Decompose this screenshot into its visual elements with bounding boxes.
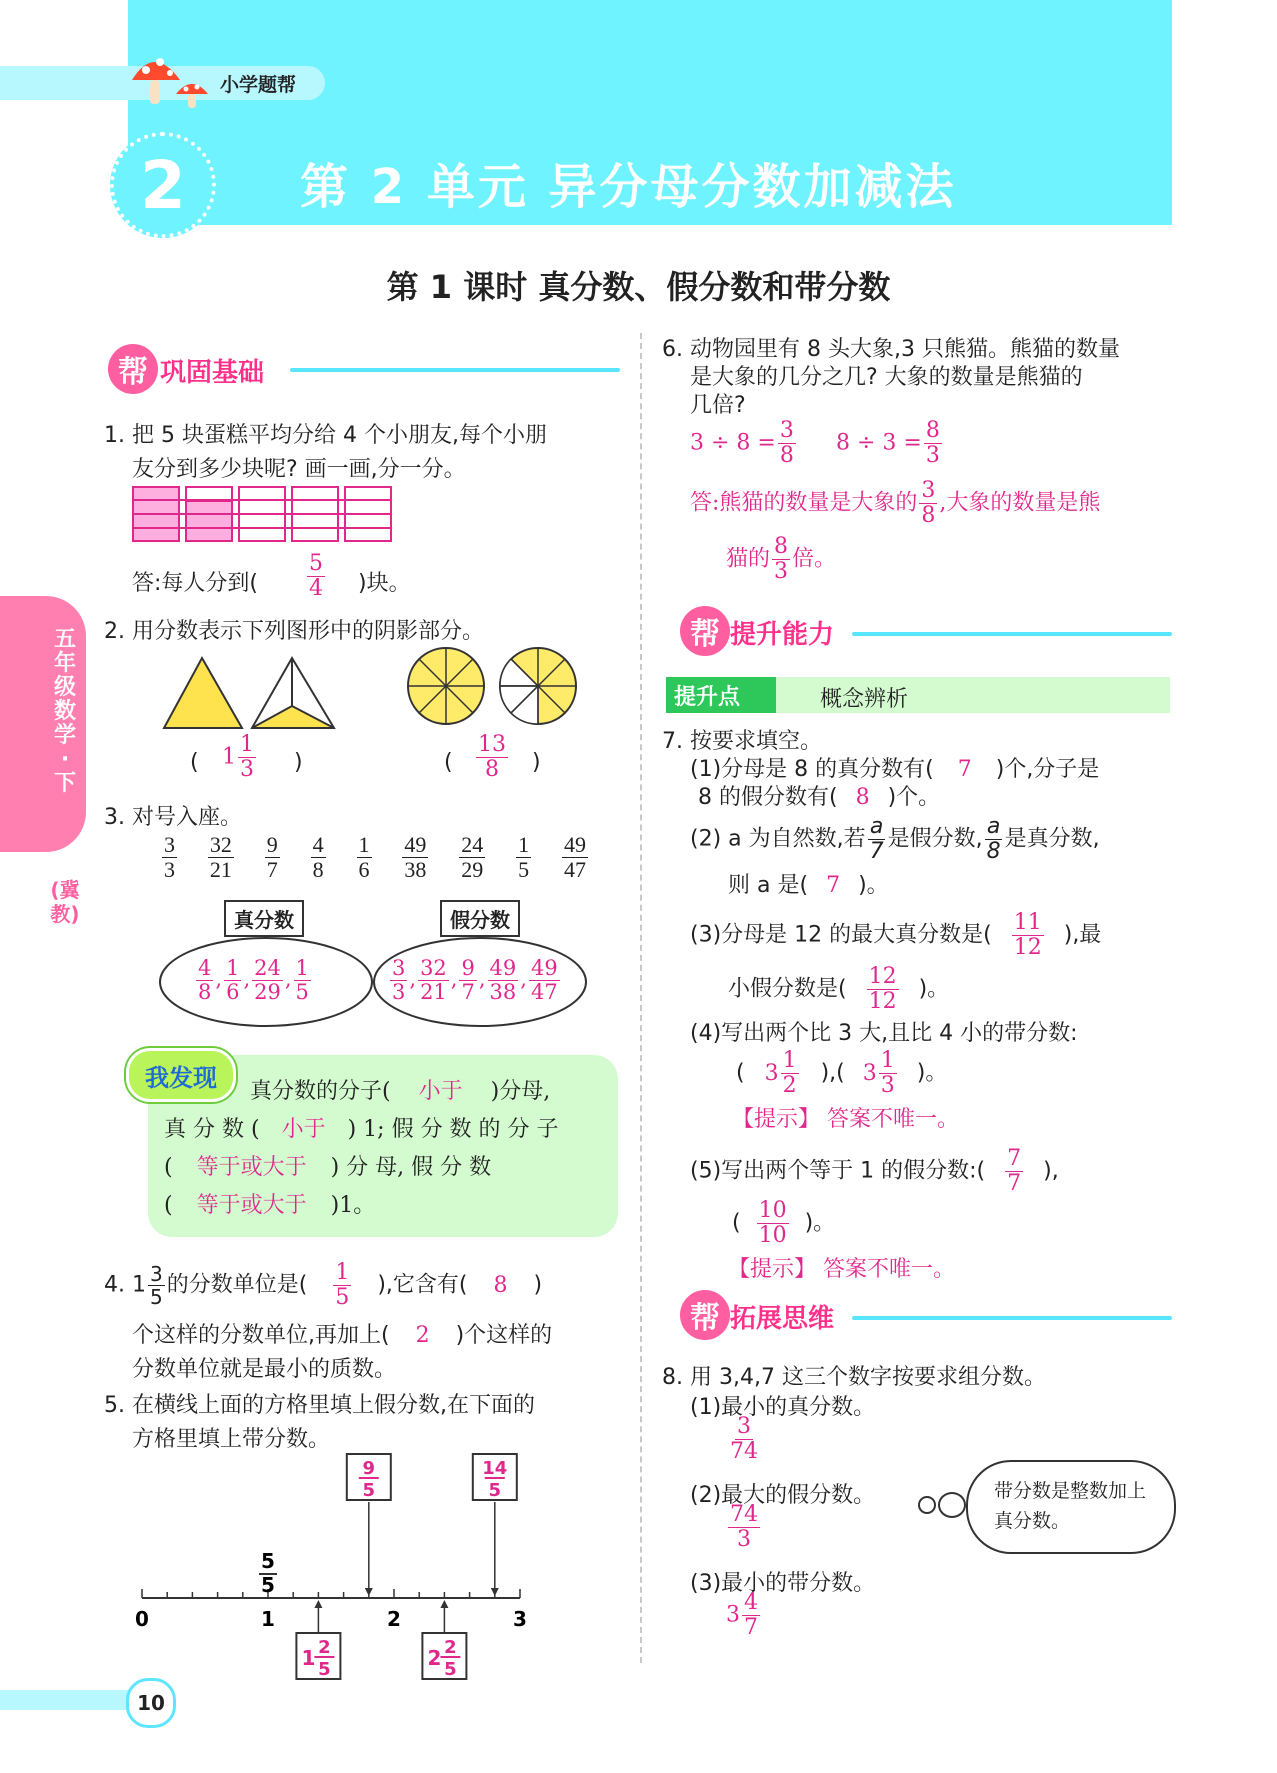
q7-part-4: (4)写出两个比 3 大,且比 4 小的带分数: [690, 1021, 1078, 1046]
proper-answers: $\frac{4}{8}$ , $\frac{1}{6}$ , $\frac{24}{29}$ , $\frac{1}{5}$ [198, 956, 309, 1004]
thought-dot [918, 1496, 936, 1514]
q8-answer-1: $\frac{3}{74}$ [730, 1414, 758, 1464]
q7-part-3b: 小假分数是( $\frac{12}{12}$ )。 [728, 964, 950, 1014]
q3-fraction: $\frac{9}{7}$ [266, 832, 278, 882]
disc-line-3: ( 等于或大于 ) 分 母, 假 分 数 [164, 1155, 492, 1180]
lesson-title: 第 1 课时 真分数、假分数和带分数 [386, 268, 891, 306]
q8-answer-2: $\frac{74}{3}$ [730, 1502, 758, 1552]
disc-line-4: ( 等于或大于 )1。 [164, 1193, 376, 1218]
section-badge-expand: 帮 [680, 1290, 730, 1340]
tick-label: 1 [261, 1607, 275, 1631]
q3-text: 3. 对号入座。 [104, 805, 242, 830]
q8-part-1: (1)最小的真分数。 [690, 1395, 876, 1420]
edition-label: (冀教) [50, 878, 80, 926]
q6-answer-1: 答:熊猫的数量是大象的 $\frac{3}{8}$ ,大象的数量是熊 [690, 478, 1101, 528]
box-numerator: 14 [482, 1458, 508, 1479]
box-whole: 1 [301, 1646, 316, 1670]
q1-answer-suffix: )块。 [358, 571, 411, 596]
sorted-fraction: $\frac{9}{7}$ [461, 956, 475, 1004]
box-denominator: 5 [362, 1480, 376, 1501]
q6-equation-1: 3 ÷ 8 = $\frac{3}{8}$ [690, 418, 794, 468]
proper-label: 真分数 [224, 900, 304, 937]
q7-part-1b: 8 的假分数有( 8 )个。 [698, 785, 941, 810]
q3-fraction: $\frac{4}{8}$ [312, 832, 324, 882]
q1-answer-prefix: 答:每人分到( [132, 571, 258, 596]
q7-part-5b: ( $\frac{10}{10}$ )。 [732, 1198, 836, 1248]
section-title-improve: 提升能力 [730, 620, 835, 650]
number-line [130, 1450, 610, 1680]
cake-grid [132, 486, 402, 544]
q1-text-a: 1. 把 5 块蛋糕平均分给 4 个小朋友,每个小朋 [104, 423, 547, 448]
point-text: 概念辨析 [820, 687, 909, 712]
q3-fraction: $\frac{24}{29}$ [461, 832, 484, 882]
sorted-fraction: $\frac{4}{8}$ [198, 956, 212, 1004]
q6-answer-2: 猫的 $\frac{8}{3}$ 倍。 [726, 534, 837, 584]
section-rule [290, 368, 620, 372]
box-whole: 2 [427, 1646, 442, 1670]
q2-answer-a: 1 $\frac{1}{3}$ [222, 732, 254, 782]
q7-part-2: (2) a 为自然数,若 $\frac{a}{7}$ 是假分数, $\frac{a}{8}$ 是真分数, [690, 814, 1100, 864]
box-numerator: 9 [362, 1458, 376, 1479]
improper-label: 假分数 [440, 900, 520, 937]
circles-figure [404, 644, 584, 730]
box-denominator: 5 [488, 1480, 502, 1501]
q2-paren-b: ( [444, 750, 453, 775]
q6-text-b: 是大象的几分之几? 大象的数量是熊猫的 [690, 365, 1083, 390]
section-badge-improve: 帮 [680, 606, 730, 656]
section-title-basic: 巩固基础 [160, 358, 265, 388]
column-divider [640, 333, 642, 1663]
q5-text-a: 5. 在横线上面的方格里填上假分数,在下面的 [104, 1393, 535, 1418]
q7-title: 7. 按要求填空。 [662, 729, 822, 754]
box-denominator: 5 [444, 1659, 457, 1680]
sorted-fraction: $\frac{49}{38}$ [489, 956, 517, 1004]
q3-fraction: $\frac{3}{3}$ [164, 832, 175, 882]
q2-text: 2. 用分数表示下列图形中的阴影部分。 [104, 619, 484, 644]
triangles-figure [162, 654, 342, 734]
pointer-arrow [314, 1600, 322, 1608]
marker-numerator: 5 [261, 1549, 275, 1573]
marker-denominator: 5 [261, 1573, 275, 1597]
series-tag: 小学题帮 [220, 74, 297, 96]
tick-label: 0 [135, 1607, 149, 1631]
disc-line-1: 真分数的分子( 小于 )分母, [250, 1079, 551, 1104]
thought-dot [938, 1492, 966, 1518]
q8-part-2: (2)最大的假分数。 [690, 1483, 876, 1508]
q1-answer: $\frac{5}{4}$ [309, 551, 323, 601]
q3-fraction: $\frac{1}{6}$ [358, 832, 370, 882]
sorted-fraction: $\frac{49}{47}$ [530, 956, 558, 1004]
q3-fraction: $\frac{49}{47}$ [564, 832, 586, 882]
q7-part-5: (5)写出两个等于 1 的假分数:( $\frac{7}{7}$ ), [690, 1146, 1059, 1196]
q3-fraction-list [160, 834, 590, 881]
section-rule [852, 632, 1172, 636]
sorted-fraction: $\frac{32}{21}$ [420, 956, 447, 1004]
sorted-fraction: $\frac{1}{6}$ [226, 956, 240, 1004]
discovery-badge: 我发现 [126, 1048, 236, 1102]
q7-part-3: (3)分母是 12 的最大真分数是( $\frac{11}{12}$ ),最 [690, 910, 1102, 960]
q7-part-1: (1)分母是 8 的真分数有( 7 )个,分子是 [690, 757, 1100, 782]
q6-text-a: 6. 动物园里有 8 头大象,3 只熊猫。熊猫的数量 [662, 337, 1120, 362]
tick-label: 3 [513, 1607, 527, 1631]
q8-title: 8. 用 3,4,7 这三个数字按要求组分数。 [662, 1365, 1046, 1390]
point-badge: 提升点 [666, 677, 776, 713]
unit-title: 第 2 单元 异分母分数加减法 [300, 159, 957, 215]
pointer-arrow [365, 1588, 373, 1596]
q4-line-2: 个这样的分数单位,再加上( 2 )个这样的 [132, 1323, 553, 1348]
footer-band [0, 1690, 135, 1710]
q3-fraction: $\frac{49}{38}$ [404, 832, 427, 882]
tick-label: 2 [387, 1607, 401, 1631]
section-rule [852, 1316, 1172, 1320]
sorted-fraction: $\frac{24}{29}$ [254, 956, 281, 1004]
q5-text-b: 方格里填上带分数。 [132, 1427, 331, 1452]
sorted-fraction: $\frac{3}{3}$ [392, 956, 406, 1004]
q2-paren-b-close: ) [532, 750, 541, 775]
pointer-arrow [491, 1588, 499, 1596]
mushroom-icon [128, 44, 218, 114]
q2-answer-b: $\frac{13}{8}$ [478, 732, 506, 782]
q3-fraction: $\frac{1}{5}$ [518, 832, 530, 882]
q8-part-3: (3)最小的带分数。 [690, 1571, 876, 1596]
q2-paren-a-close: ) [294, 750, 303, 775]
q6-equation-2: 8 ÷ 3 = $\frac{8}{3}$ [836, 418, 940, 468]
q7-part-4-answers: ( 3 $\frac{1}{2}$ ),( 3 $\frac{1}{3}$ )。 [736, 1048, 948, 1098]
section-title-expand: 拓展思维 [730, 1304, 835, 1334]
disc-line-2: 真 分 数 ( 小于 ) 1; 假 分 数 的 分 子 [164, 1117, 559, 1142]
box-numerator: 2 [444, 1637, 457, 1658]
q2-paren-a: ( [190, 750, 199, 775]
q4-line-1: 4. 1 $\frac{3}{5}$ 的分数单位是( $\frac{1}{5}$ ),它含有( 8 ) [104, 1260, 543, 1310]
grade-label: 五年级数学·下 [53, 627, 76, 796]
box-numerator: 2 [318, 1637, 331, 1658]
q7-hint-1: 【提示】 答案不唯一。 [732, 1107, 959, 1132]
section-badge-basic: 帮 [108, 344, 158, 394]
improper-answers: $\frac{3}{3}$ , $\frac{32}{21}$ , $\frac{9}{7}$ , $\frac{49}{38}$ , $\frac{49}{47}$ [392, 956, 558, 1004]
q3-fraction: $\frac{32}{21}$ [209, 832, 232, 882]
q1-text-b: 友分到多少块呢? 画一画,分一分。 [132, 457, 466, 482]
q6-text-c: 几倍? [690, 393, 746, 418]
sorted-fraction: $\frac{1}{5}$ [295, 956, 309, 1004]
box-denominator: 5 [318, 1659, 331, 1680]
q7-hint-2: 【提示】 答案不唯一。 [728, 1257, 955, 1282]
unit-number-badge [110, 132, 216, 238]
q4-line-3: 分数单位就是最小的质数。 [132, 1357, 397, 1382]
page-number: 10 [126, 1678, 176, 1728]
unit-number: 2 [140, 146, 186, 224]
cloud-text: 带分数是整数加上真分数。 [994, 1480, 1147, 1532]
q8-answer-3: 3 $\frac{4}{7}$ [726, 1590, 758, 1640]
pointer-arrow [440, 1600, 448, 1608]
q7-part-2b: 则 a 是( 7 )。 [728, 873, 889, 898]
